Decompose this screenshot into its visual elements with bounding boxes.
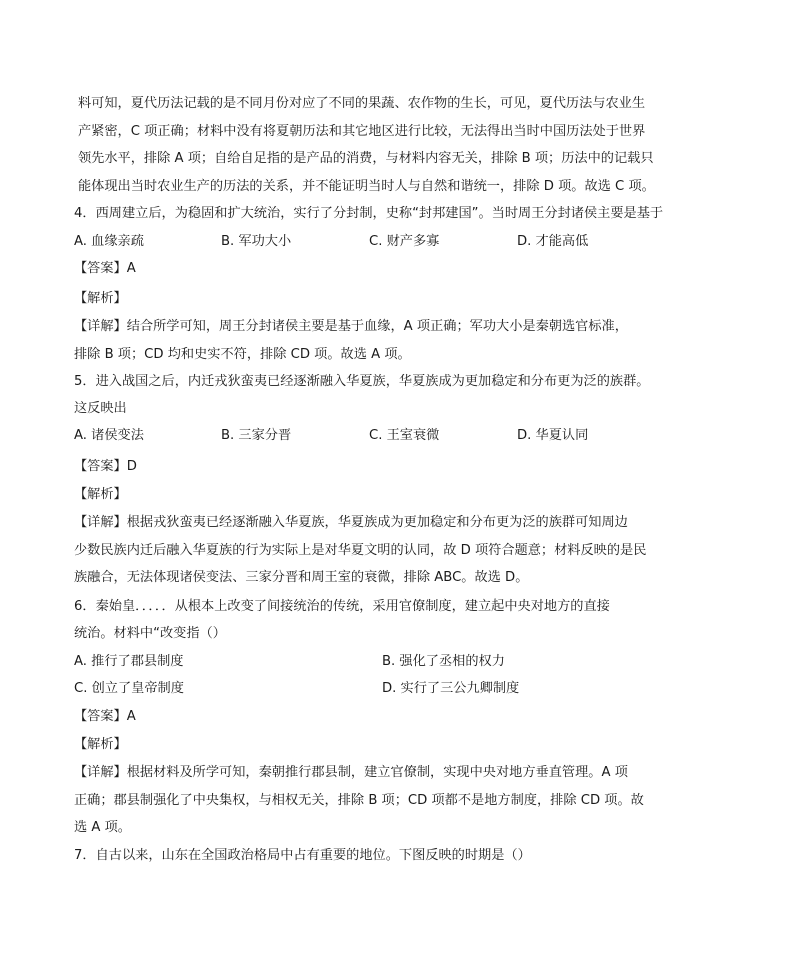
q3-analysis-line-4: 能体现出当时农业生产的历法的关系，并不能证明当时人与自然和谐统一，排除 D 项。故选 C 项。 (78, 179, 655, 194)
q6-option-d: D. 实行了三公九卿制度 (382, 681, 520, 696)
q4-analysis-label: 【解析】 (74, 291, 127, 306)
q6-stem-line-2: 统治。材料中“改变指（） (74, 626, 226, 641)
q5-option-c: C. 王室衰微 (369, 428, 440, 443)
q5-option-a: A. 诸侯变法 (74, 428, 144, 443)
q6-analysis-label: 【解析】 (74, 737, 127, 752)
q5-answer: 【答案】D (74, 459, 137, 474)
q5-analysis-label: 【解析】 (74, 487, 127, 502)
q4-detail-line-1: 【详解】结合所学可知，周王分封诸侯主要是基于血缘，A 项正确；军功大小是秦朝选官标准， (74, 319, 628, 334)
q6-option-c: C. 创立了皇帝制度 (74, 681, 184, 696)
q5-option-b: B. 三家分晋 (221, 428, 292, 443)
q5-stem-line-2: 这反映出 (74, 401, 127, 416)
q3-analysis-line-1: 料可知，夏代历法记载的是不同月份对应了不同的果蔬、农作物的生长，可见，夏代历法与农业生 (78, 96, 646, 111)
q6-detail-line-1: 【详解】根据材料及所学可知，秦朝推行郡县制，建立官僚制，实现中央对地方垂直管理。A 项 (74, 765, 628, 780)
q6-detail-line-2: 正确；郡县制强化了中央集权，与相权无关，排除 B 项；CD 项都不是地方制度，排除 CD 项。故 (74, 793, 644, 808)
q4-detail-line-2: 排除 B 项；CD 均和史实不符，排除 CD 项。故选 A 项。 (74, 347, 411, 362)
q4-option-a: A. 血缘亲疏 (74, 234, 144, 249)
q7-stem: 7．自古以来，山东在全国政治格局中占有重要的地位。下图反映的时期是（） (74, 848, 531, 863)
q4-option-b: B. 军功大小 (221, 234, 292, 249)
q3-analysis-line-3: 领先水平，排除 A 项；自给自足指的是产品的消费，与材料内容无关，排除 B 项；历法中的记载只 (78, 151, 654, 166)
q5-detail-line-3: 族融合，无法体现诸侯变法、三家分晋和周王室的衰微，排除 ABC。故选 D。 (74, 570, 529, 585)
q4-answer: 【答案】A (74, 261, 136, 276)
q5-detail-line-2: 少数民族内迁后融入华夏族的行为实际上是对华夏文明的认同，故 D 项符合题意；材料反映的是民 (74, 543, 647, 558)
q6-answer: 【答案】A (74, 709, 136, 724)
q6-option-a: A. 推行了郡县制度 (74, 654, 184, 669)
q4-stem: 4．西周建立后，为稳固和扩大统治，实行了分封制，史称“封邦建国”。当时周王分封诸侯主要是基于 (74, 206, 664, 221)
q6-stem-line-1: 6．秦始皇．．．．．从根本上改变了间接统治的传统，采用官僚制度，建立起中央对地方的直接 (74, 599, 610, 614)
q5-stem-line-1: 5．进入战国之后，内迁戎狄蛮夷已经逐渐融入华夏族，华夏族成为更加稳定和分布更为泛的族群。 (74, 374, 650, 389)
q4-option-d: D. 才能高低 (517, 234, 589, 249)
q5-option-d: D. 华夏认同 (517, 428, 589, 443)
q6-option-b: B. 强化了丞相的权力 (382, 654, 505, 669)
q3-analysis-line-2: 产紧密，C 项正确；材料中没有将夏朝历法和其它地区进行比较，无法得出当时中国历法处于世界 (78, 124, 646, 139)
q5-detail-line-1: 【详解】根据戎狄蛮夷已经逐渐融入华夏族，华夏族成为更加稳定和分布更为泛的族群可知周边 (74, 515, 628, 530)
q4-option-c: C. 财产多寡 (369, 234, 440, 249)
q6-detail-line-3: 选 A 项。 (74, 820, 131, 835)
